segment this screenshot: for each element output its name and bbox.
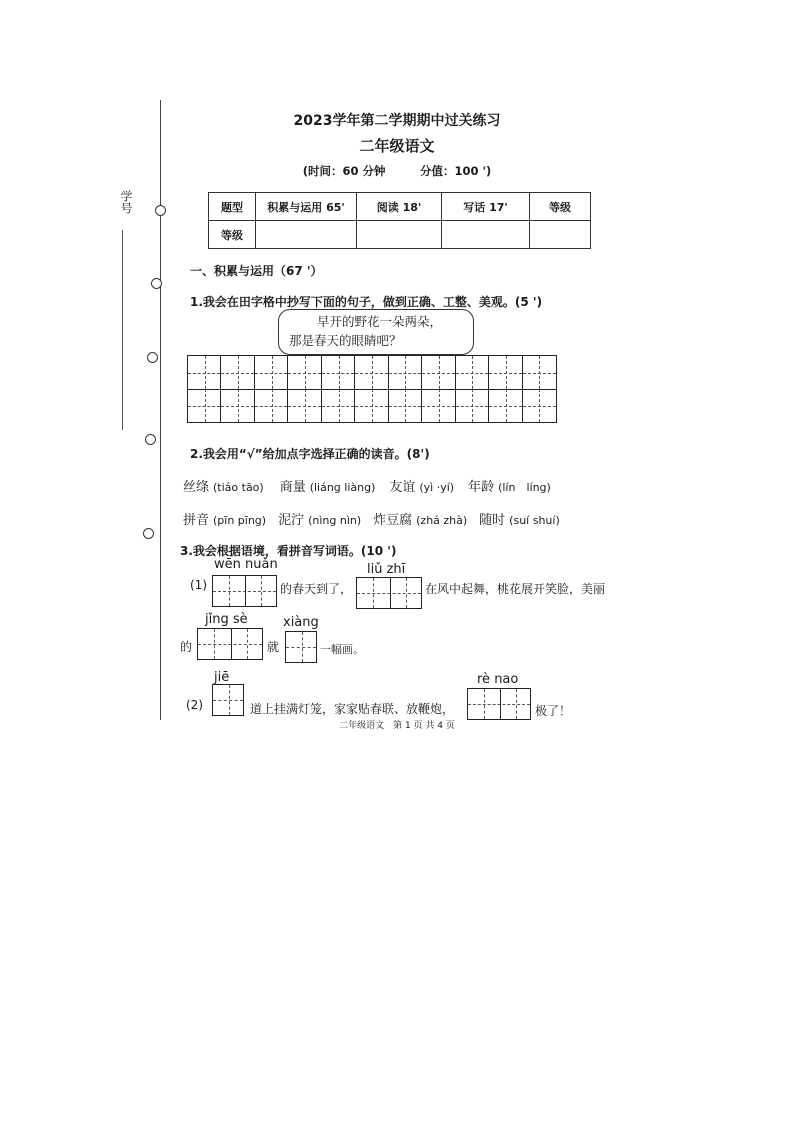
grid-guide: [506, 356, 507, 389]
sentence-text: 就: [267, 640, 280, 654]
table-cell[interactable]: [442, 221, 530, 249]
binding-mark: [143, 528, 154, 539]
grid-cell[interactable]: [523, 389, 556, 422]
answer-box[interactable]: [285, 631, 317, 663]
grid-guide: [305, 356, 306, 389]
binding-mark: [155, 205, 166, 216]
grid-cell[interactable]: [188, 356, 221, 389]
grid-guide: [405, 356, 406, 389]
answer-box[interactable]: [356, 577, 422, 609]
grid-guide: [305, 389, 306, 422]
pinyin-hint: jǐng sè: [205, 612, 248, 627]
grid-guide: [238, 356, 239, 389]
table-cell[interactable]: [256, 221, 357, 249]
binding-hole: [145, 434, 156, 445]
binding-hole: [151, 278, 162, 289]
sub-question-number: (1): [190, 578, 207, 592]
bubble-line: 那是春天的眼睛吧？: [289, 333, 402, 348]
table-row: [209, 221, 591, 249]
grid-cell[interactable]: [221, 356, 254, 389]
grid-cell[interactable]: [288, 356, 321, 389]
grid-guide: [339, 356, 340, 389]
table-cell: 等级: [209, 221, 256, 249]
score-table: [208, 192, 591, 249]
bubble-line: 早开的野花一朵两朵，: [317, 314, 443, 329]
answer-box[interactable]: [467, 688, 531, 720]
pinyin-row: [183, 509, 613, 528]
grid-cell[interactable]: [422, 356, 455, 389]
sentence-text: 的春天到了，: [280, 582, 353, 596]
pinyin-item[interactable]: 随时 (suí shuí): [479, 513, 560, 528]
sub-question-number: (2): [186, 698, 203, 712]
grid-cell[interactable]: [188, 389, 221, 422]
binding-line: [160, 100, 163, 720]
question-1-prompt: 1.我会在田字格中抄写下面的句子，做到正确、工整、美观。(5 '): [190, 295, 543, 309]
grid-guide: [405, 389, 406, 422]
pinyin-hint: liǔ zhī: [367, 562, 406, 577]
exam-meta: (时间：60 分钟 分值：100 '): [302, 164, 492, 178]
page-footer: 二年级语文 第 1 页 共 4 页: [339, 721, 455, 731]
grid-guide: [272, 356, 273, 389]
table-cell[interactable]: [530, 221, 591, 249]
binding-mark: [147, 352, 158, 363]
grid-guide: [372, 356, 373, 389]
pinyin-item[interactable]: 商量 (liáng liàng): [279, 480, 376, 495]
pinyin-row: [183, 476, 613, 495]
sentence-text: 道上挂满灯笼，家家贴春联、放鞭炮，: [250, 702, 455, 716]
grid-cell[interactable]: [456, 356, 489, 389]
table-cell: 题型: [209, 193, 256, 221]
grid-guide: [539, 356, 540, 389]
pinyin-hint: wēn nuǎn: [214, 557, 278, 572]
grid-cell[interactable]: [355, 356, 388, 389]
table-cell: 等级: [530, 193, 591, 221]
table-cell: 阅读 18': [357, 193, 442, 221]
grid-row-divider: [188, 389, 556, 390]
grid-cell[interactable]: [221, 389, 254, 422]
grid-cell[interactable]: [422, 389, 455, 422]
pinyin-item[interactable]: 友谊 (yì ·yí): [389, 480, 455, 495]
grid-guide: [472, 356, 473, 389]
answer-box[interactable]: [212, 575, 277, 607]
pinyin-item[interactable]: 拼音 (pīn pīng): [183, 513, 267, 528]
grid-guide: [472, 389, 473, 422]
grid-guide: [272, 389, 273, 422]
grid-cell[interactable]: [389, 389, 422, 422]
question-3-prompt: 3.我会根据语境，看拼音写词语。(10 '): [180, 544, 397, 558]
sentence-text: 极了！: [535, 704, 572, 718]
grid-cell[interactable]: [389, 356, 422, 389]
grid-guide: [205, 356, 206, 389]
exam-title: 2023学年第二学期期中过关练习: [293, 113, 501, 129]
exam-subject: 二年级语文: [359, 137, 435, 155]
table-cell: 积累与运用 65': [256, 193, 357, 221]
table-cell[interactable]: [357, 221, 442, 249]
copy-grid[interactable]: [187, 355, 557, 423]
grid-cell[interactable]: [288, 389, 321, 422]
grid-guide: [506, 389, 507, 422]
grid-cell[interactable]: [523, 356, 556, 389]
grid-guide: [439, 389, 440, 422]
grid-cell[interactable]: [255, 389, 288, 422]
section-title: 一、积累与运用（67 '）: [190, 264, 323, 278]
grid-guide: [339, 389, 340, 422]
grid-guide: [539, 389, 540, 422]
grid-guide: [372, 389, 373, 422]
pinyin-item[interactable]: 泥泞 (nìng nìn): [278, 513, 362, 528]
grid-guide: [238, 389, 239, 422]
sentence-text: 的: [180, 640, 193, 654]
question-2-prompt: 2.我会用“√”给加点字选择正确的读音。(8'): [190, 447, 430, 461]
pinyin-hint: rè nao: [477, 672, 519, 687]
sentence-text: 在风中起舞，桃花展开笑脸，美丽: [425, 582, 606, 596]
answer-box[interactable]: [197, 628, 263, 660]
student-number-label: 学号: [119, 190, 133, 214]
table-row: [209, 193, 591, 221]
pinyin-hint: jiē: [214, 670, 230, 685]
grid-cell[interactable]: [255, 356, 288, 389]
grid-cell[interactable]: [322, 356, 355, 389]
pinyin-item[interactable]: 炸豆腐 (zhá zhà): [373, 513, 468, 528]
grid-guide: [439, 356, 440, 389]
grid-guide: [205, 389, 206, 422]
grid-cell[interactable]: [322, 389, 355, 422]
pinyin-hint: xiàng: [283, 615, 319, 630]
grid-cell[interactable]: [489, 356, 522, 389]
student-number-line: [122, 230, 124, 430]
table-cell: 写话 17': [442, 193, 530, 221]
grid-cell[interactable]: [456, 389, 489, 422]
grid-cell[interactable]: [489, 389, 522, 422]
pinyin-item[interactable]: 丝绦 (tiáo tāo): [183, 480, 264, 495]
grid-cell[interactable]: [355, 389, 388, 422]
pinyin-item[interactable]: 年龄 (lín líng): [468, 480, 551, 495]
sentence-text: 一幅画。: [320, 643, 364, 656]
answer-box[interactable]: [212, 684, 244, 716]
sentence-bubble: [278, 309, 474, 355]
